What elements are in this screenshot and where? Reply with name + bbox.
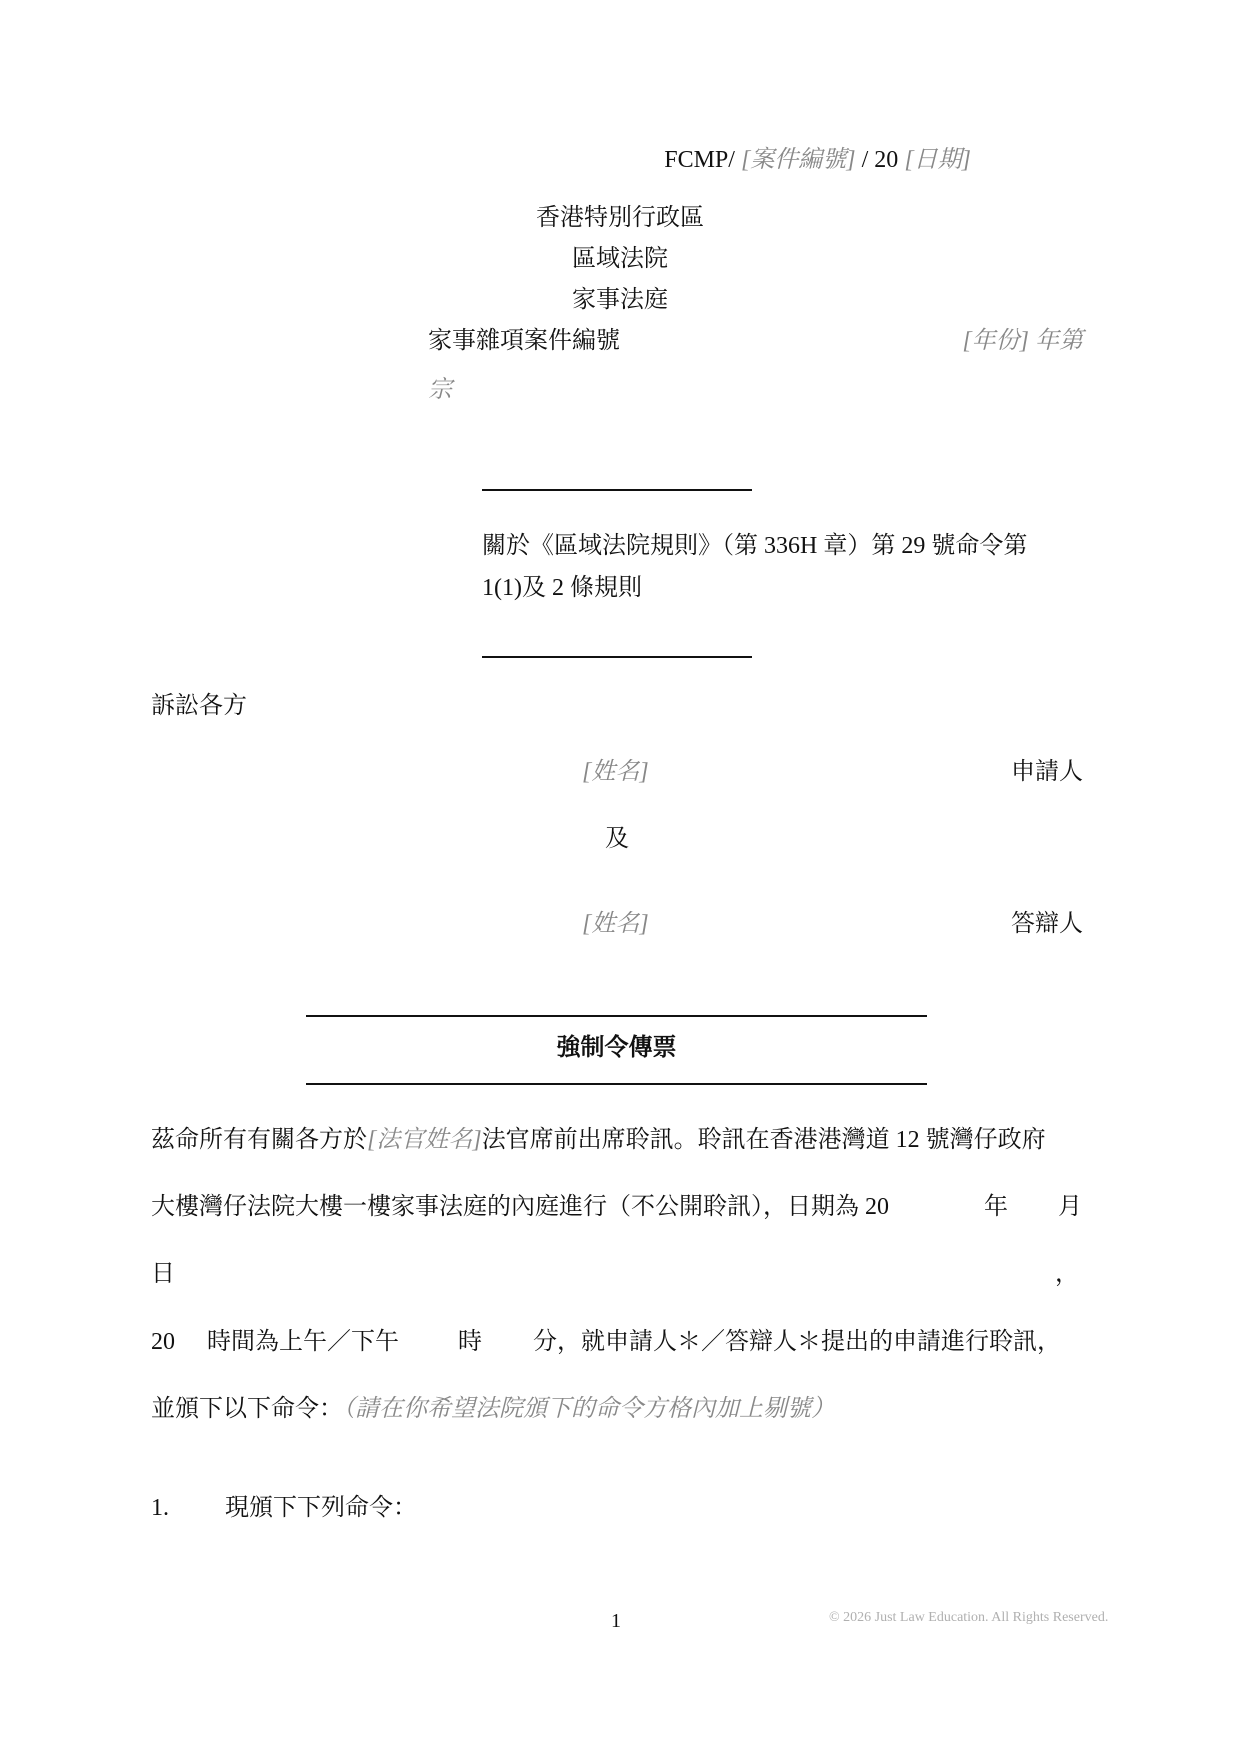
- body-line-1-a: 茲命所有有關各方於: [151, 1127, 367, 1153]
- body-line-2: 大樓灣仔法院大樓一樓家事法庭的內庭進行（不公開聆訊），日期為 20: [151, 1194, 889, 1220]
- body-line-2-year: 年: [984, 1194, 1008, 1220]
- year-separator: / 20: [861, 147, 899, 173]
- body-line-3-day: 日: [151, 1261, 175, 1287]
- instruction-note: （請在你希望法院頒下的命令方格內加上剔號）: [343, 1396, 835, 1422]
- parties-heading: 訴訟各方: [151, 693, 247, 719]
- body-line-4-twenty: 20: [151, 1329, 175, 1355]
- page-number: 1: [611, 1610, 621, 1632]
- matter-line-1: 關於《區域法院規則》（第 336H 章）第 29 號命令第: [482, 533, 1028, 559]
- document-title: 強制令傳票: [556, 1035, 677, 1061]
- applicant-name-placeholder: [姓名]: [582, 759, 649, 785]
- case-suffix: 宗: [428, 377, 452, 403]
- title-rule-bottom: [306, 1083, 927, 1085]
- court-line-family-court: 家事法庭: [572, 287, 668, 313]
- date-placeholder: [日期]: [904, 147, 971, 173]
- body-line-5: [151, 1397, 835, 1421]
- body-line-5-a: 並頒下以下命令：: [151, 1396, 343, 1422]
- divider-upper: [482, 489, 752, 491]
- body-line-1: [151, 1128, 1046, 1152]
- case-number-placeholder: [案件編號]: [740, 147, 856, 173]
- case-number-line: [664, 148, 971, 172]
- body-line-3-comma: ，: [1055, 1261, 1079, 1287]
- order-item-1-text: 現頒下下列命令：: [225, 1495, 417, 1521]
- case-year-placeholder: [年份] 年第: [962, 328, 1083, 354]
- and-connector: 及: [605, 826, 629, 852]
- court-line-district-court: 區域法院: [572, 246, 668, 272]
- copyright-notice: © 2026 Just Law Education. All Rights Reserved.: [829, 1610, 1109, 1625]
- body-line-2-month: 月: [1058, 1194, 1082, 1220]
- court-line-hksar: 香港特別行政區: [536, 205, 704, 231]
- body-line-4-time-label: 時間為上午／下午: [207, 1329, 399, 1355]
- body-line-4-hour: 時: [458, 1329, 482, 1355]
- body-line-4-rest: 分，就申請人＊／答辯人＊提出的申請進行聆訊，: [533, 1329, 1061, 1355]
- judge-name-placeholder: [法官姓名]: [367, 1127, 482, 1153]
- matter-line-2: 1(1)及 2 條規則: [482, 575, 642, 601]
- applicant-role: 申請人: [1011, 759, 1083, 785]
- body-line-1-b: 法官席前出席聆訊。聆訊在香港港灣道 12 號灣仔政府: [481, 1127, 1046, 1153]
- respondent-role: 答辯人: [1011, 911, 1083, 937]
- title-rule-top: [306, 1015, 927, 1017]
- case-type-label: 家事雜項案件編號: [428, 328, 620, 354]
- respondent-name-placeholder: [姓名]: [582, 911, 649, 937]
- case-prefix: FCMP/: [664, 147, 735, 173]
- order-item-1-number: 1.: [151, 1495, 169, 1521]
- divider-lower: [482, 656, 752, 658]
